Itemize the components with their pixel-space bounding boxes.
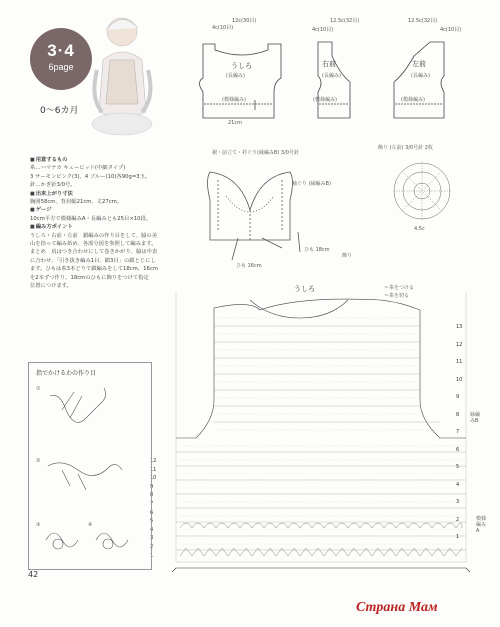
row-number: 10 xyxy=(456,376,463,383)
left-front-pattern: (模様編み) xyxy=(401,97,425,103)
materials-line: 山を拾って編み始め、各部分図を参照して編みます。 xyxy=(30,241,157,248)
right-front-title: 右前 xyxy=(322,60,336,68)
right-front-subtitle: (長編み) xyxy=(322,73,341,79)
row-number: 10 xyxy=(150,475,157,482)
deco-title: 飾り (左前) 3/0号針 2枚 xyxy=(378,145,433,151)
edging-label: 裾・前立て・衿ぐり(縁編みB) 3/0号針 xyxy=(212,150,299,156)
left-front-top: 4c(10目) xyxy=(440,27,462,33)
legend-cut: ＝糸を切る xyxy=(384,293,410,299)
row-number: 1 xyxy=(456,534,460,540)
materials-line: うしろ・右前・左前 鎖編みの作り目をして、脇の美 xyxy=(30,232,158,239)
back-top-measure: 4c(10目) xyxy=(212,25,234,31)
inset-title: 指でかけるわの作り目 xyxy=(36,370,97,377)
row-number: 13 xyxy=(456,324,463,330)
materials-line: を2本ずつ作り、18cmのひもに飾りをつけて指定 xyxy=(30,274,149,281)
row-number: 3 xyxy=(150,535,154,542)
deco-label: 飾り xyxy=(342,253,353,259)
badge-number: 3·4 xyxy=(47,41,75,60)
right-front-schematic xyxy=(318,42,350,118)
flower-diagram xyxy=(394,163,450,219)
back-pattern: (模様編み) xyxy=(222,97,246,103)
row-number: 11 xyxy=(150,466,157,473)
materials-line: ます。ひもは糸3本どりで鎖編みをして18cm、16cm xyxy=(30,266,158,273)
row-number: 7 xyxy=(456,429,460,435)
row-number: 9 xyxy=(150,483,154,490)
left-front-width: 12.5c(32目) xyxy=(408,18,438,24)
row-number: 5 xyxy=(456,464,460,470)
row-number: 6 xyxy=(150,509,154,516)
row-number: 4 xyxy=(150,526,154,533)
crochet-chart-grid xyxy=(172,292,470,572)
row-number: 2 xyxy=(456,516,460,523)
materials-heading: ■ 出来上がり寸法 xyxy=(30,190,180,198)
right-front-pattern: (模様編み) xyxy=(313,97,337,103)
left-front-subtitle: (長編み) xyxy=(411,73,430,79)
row-number: 4 xyxy=(456,481,460,488)
back-schematic xyxy=(200,44,282,118)
step-1: ① xyxy=(36,386,41,392)
row-number: 7 xyxy=(150,501,154,507)
materials-line: 糸…ハマナカ キュービッド(中細タイプ) xyxy=(30,165,126,172)
back-width-measure: 21cm xyxy=(228,120,242,126)
materials-line: 針…かぎ針3/0号。 xyxy=(30,182,76,189)
assembly-diagram xyxy=(208,172,301,260)
left-front-schematic xyxy=(394,42,444,118)
materials-heading: ■ ゲージ xyxy=(30,206,180,214)
row-number: 2 xyxy=(150,544,154,550)
row-number: 1 xyxy=(150,552,154,559)
back-subtitle: (長編み) xyxy=(226,73,245,79)
materials-heading: ■ 編み方ポイント xyxy=(30,223,180,231)
armhole-label: 袖ぐり (縁編みB) xyxy=(292,181,331,187)
materials-text xyxy=(30,156,180,291)
row-number: 6 xyxy=(456,446,460,453)
row-number: 5 xyxy=(150,518,154,525)
row-number: 8 xyxy=(150,492,154,499)
baby-photo xyxy=(92,18,152,135)
materials-heading: ■ 用意するもの xyxy=(30,156,180,164)
pattern-label: 模様編みA xyxy=(476,516,487,534)
page-number: 42 xyxy=(28,570,39,579)
watermark: Страна Мам xyxy=(356,600,438,615)
deco-size: 4.5c xyxy=(414,226,425,232)
pattern-number-badge xyxy=(30,28,92,90)
tie-label: ひも 18cm xyxy=(304,247,330,253)
badge-page: 6page xyxy=(48,62,74,72)
right-front-width: 12.5c(32目) xyxy=(330,18,360,24)
back-neck-measure: 12c(30目) xyxy=(232,18,257,24)
materials-line: まとめ 肩はつき合わせにして巻きかがり、脇は中表 xyxy=(30,249,158,256)
chart-title: うしろ xyxy=(294,285,315,293)
materials-line: 位置につけます。 xyxy=(30,283,72,290)
materials-line: に合わせ、「引き抜き編み1目、鎖3目」の鎖とじにし xyxy=(30,257,156,264)
age-range: 0〜6カ月 xyxy=(40,106,79,116)
tie2-label: ひも 16cm xyxy=(236,263,262,269)
materials-line: 3 サーモンピンク(3)、4 ブルー(10)各90g=3玉。 xyxy=(30,173,151,180)
back-title: うしろ xyxy=(231,62,252,70)
inset-box xyxy=(28,362,152,570)
left-front-title: 左前 xyxy=(412,60,426,68)
right-front-top: 4c(10目) xyxy=(312,27,334,33)
materials-line: 胸囲58cm、背肩幅21cm、丈27cm。 xyxy=(30,199,123,206)
row-number: 11 xyxy=(456,359,463,365)
row-number: 8 xyxy=(456,411,460,418)
step-4: ④ xyxy=(88,522,93,528)
materials-line: 10cm平方で模様編みA・長編みとも25目×10段。 xyxy=(30,215,152,222)
step-2: ② xyxy=(36,458,41,464)
row-number: 12 xyxy=(150,458,157,464)
step-3: ③ xyxy=(36,522,41,528)
row-number: 3 xyxy=(456,499,460,505)
row-number: 9 xyxy=(456,394,460,400)
legend-attach: ＝糸をつける xyxy=(384,285,415,291)
edge-label: 縁編みB xyxy=(470,412,481,424)
row-number: 12 xyxy=(456,341,463,348)
